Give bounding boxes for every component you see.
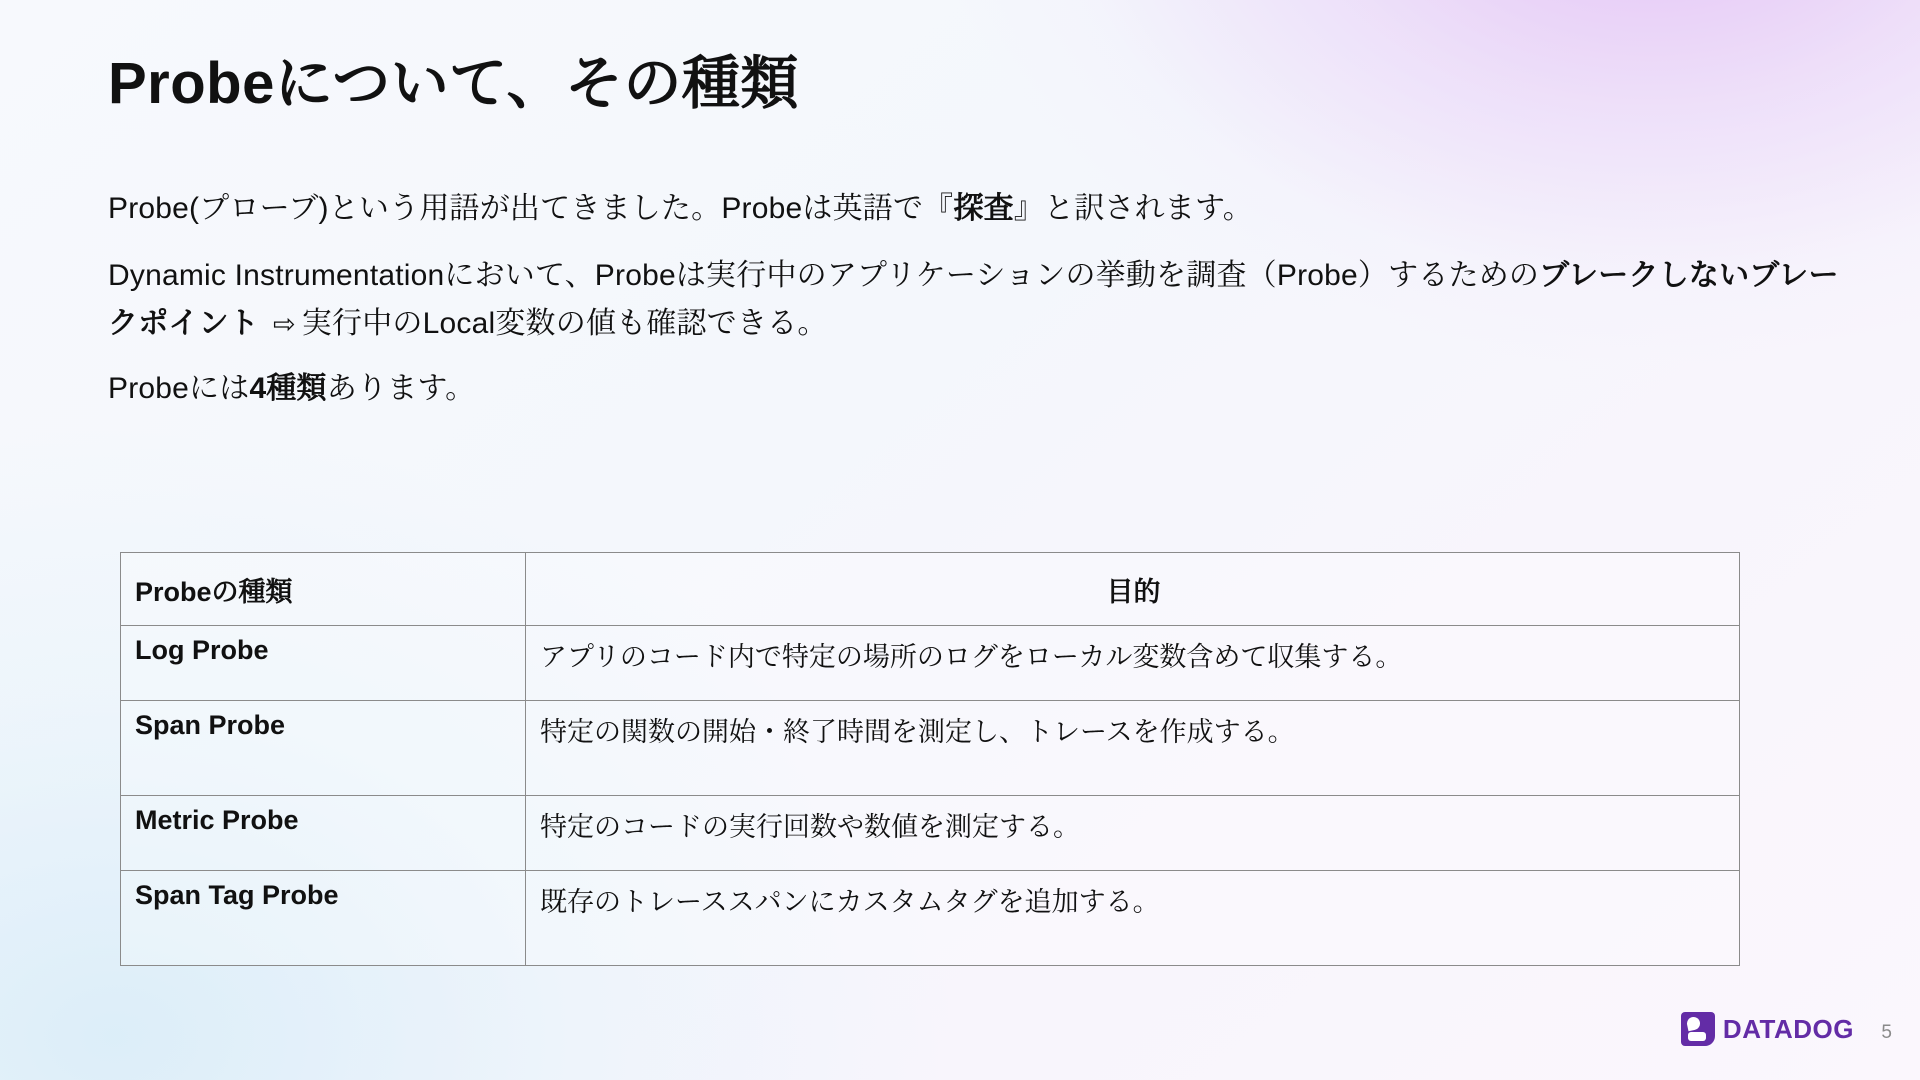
paragraph-1	[108, 185, 1848, 232]
table-row	[121, 701, 1740, 796]
rightwards-arrow-icon: ⇨	[273, 308, 296, 339]
datadog-dog-icon	[1681, 1012, 1715, 1046]
table-row	[121, 796, 1740, 871]
body-text-block	[108, 185, 1848, 433]
paragraph-2-part-4: 実行中のLocal変数の値も確認できる。	[301, 306, 828, 340]
table-cell-probe-kind: Metric Probe	[121, 796, 526, 871]
table-cell-purpose: 特定の関数の開始・終了時間を測定し、トレースを作成する。	[526, 701, 1740, 796]
probe-types-table	[120, 552, 1740, 966]
table-cell-purpose: 既存のトレーススパンにカスタムタグを追加する。	[526, 871, 1740, 966]
paragraph-1-part-3: 』と訳されます。	[1013, 192, 1253, 225]
table-cell-purpose: アプリのコード内で特定の場所のログをローカル変数含めて収集する。	[526, 626, 1740, 701]
paragraph-2	[108, 252, 1848, 347]
paragraph-2-part-1: Dynamic Instrumentationにおいて、Probeは実行中のアプリケーションの挙動を調査（Probe）するための	[108, 259, 1540, 293]
paragraph-2-part-2-bold: ブレークしないブレークポイント	[108, 259, 1839, 340]
table-cell-purpose: 特定のコードの実行回数や数値を測定する。	[526, 796, 1740, 871]
paragraph-1-part-2-bold: 探査	[953, 192, 1014, 225]
table-row	[121, 626, 1740, 701]
table-row	[121, 871, 1740, 966]
table-header-purpose: 目的	[526, 553, 1740, 626]
table-cell-probe-kind: Log Probe	[121, 626, 526, 701]
paragraph-3	[108, 365, 1848, 412]
table-cell-probe-kind: Span Tag Probe	[121, 871, 526, 966]
paragraph-1-part-1: Probe(プローブ)という用語が出てきました。Probeは英語で『	[108, 192, 954, 225]
paragraph-3-part-3: あります。	[326, 372, 476, 406]
table-cell-probe-kind: Span Probe	[121, 701, 526, 796]
datadog-logo	[1681, 1012, 1854, 1046]
page-number: 5	[1881, 1022, 1892, 1043]
datadog-wordmark: DATADOG	[1722, 1013, 1854, 1044]
table-header-row	[121, 553, 1740, 626]
paragraph-3-part-2-bold: 4種類	[249, 372, 327, 406]
page-title: Probeについて、その種類	[108, 51, 800, 116]
paragraph-3-part-1: Probeには	[108, 372, 250, 406]
table-header-probe-kind: Probeの種類	[121, 553, 526, 626]
